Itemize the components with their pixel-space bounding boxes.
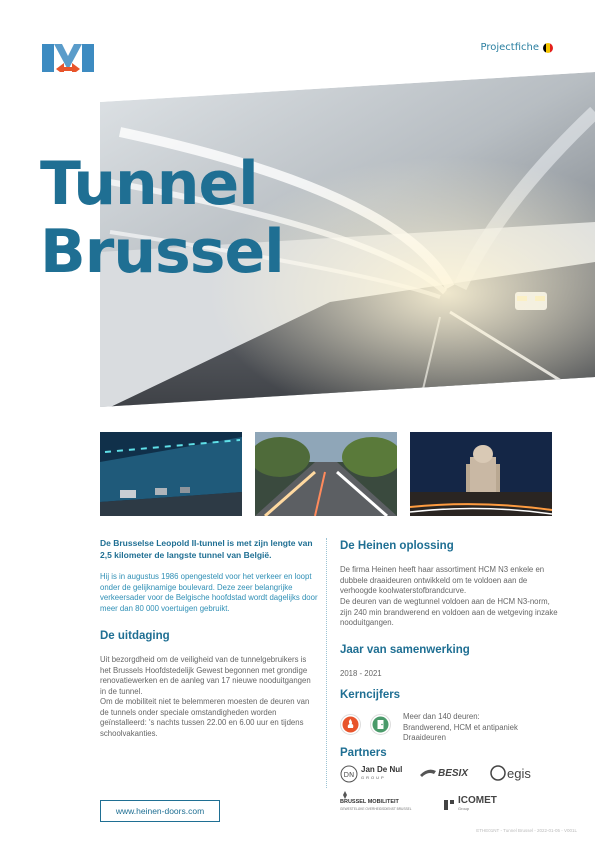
partner-besix: [420, 767, 468, 779]
page-title: [40, 150, 284, 286]
tunnel-interior-photo: [100, 432, 242, 516]
keyfigures-line-3: Draaideuren: [403, 733, 446, 743]
solution-paragraph-1: De firma Heinen heeft haar assortiment HCM N3 enkele en dubbele draaideuren ontwikkeld om te voldoen aan de verhoogde koolwaterstofbrandcurve.: [340, 565, 545, 596]
keyfigures-line-1: Meer dan 140 deuren:: [403, 712, 480, 721]
partner-icomet-name: ICOMET: [458, 795, 497, 806]
icomet-icon: [444, 800, 454, 810]
solution-paragraph-2: De deuren van de wegtunnel voldoen aan de HCM N3-norm, zijn 240 min brandwerend en voldoen aan de wetgeving inzake nooduitgangen.: [340, 597, 558, 628]
door-icon: [370, 714, 391, 735]
besix-icon: [420, 767, 436, 779]
intro-body: Hij is in augustus 1986 opengesteld voor het verkeer en loopt onder de gelijknamige boulevard. Deze zeer belangrijke verkeersader voor de Belgische hoofdstad wordt dagelijks door meer dan 80 000 voertuigen gebruikt.: [100, 572, 318, 613]
basilica-night-photo: [410, 432, 552, 516]
belgium-flag-icon: [543, 43, 553, 53]
years-value: 2018 - 2021: [340, 669, 382, 678]
challenge-paragraph-2: Om de mobiliteit niet te belemmeren moesten de deuren van de tunnels onder speciale omstandigheden worden geïnstalleerd: 's nachts tussen 22.00 en 6.00 uur en tijdens schoolvakanties.: [100, 697, 310, 738]
partner-besix-name: BESIX: [438, 767, 469, 779]
title-line-2: Brussel: [40, 217, 284, 287]
keyfigures-line-2: Brandwerend, HCM et antipaniek: [403, 722, 518, 732]
partner-icomet: [444, 797, 497, 813]
jan-de-nul-icon: [340, 765, 358, 783]
partner-jan-de-nul: [340, 765, 402, 783]
challenge-heading: De uitdaging: [100, 630, 170, 642]
intro-lead: De Brusselse Leopold II-tunnel is met zijn lengte van 2,5 kilometer de langste tunnel van België.: [100, 538, 313, 560]
projectfiche-text: Projectfiche: [480, 42, 539, 53]
footer-code: ETHE01NT - Tunnel Brussel - 2022-01-05 - V001L: [476, 828, 577, 833]
partners-heading: Partners: [340, 747, 387, 759]
keyfigures-heading: Kerncijfers: [340, 689, 401, 701]
keyfigures-text: [403, 712, 563, 744]
partner-egis: [490, 765, 531, 781]
svg-text:DN: DN: [343, 771, 355, 779]
fire-door-icon: [340, 714, 361, 735]
partner-brussel-mobiliteit-name: BRUSSEL MOBILITEIT: [340, 799, 399, 805]
title-line-1: Tunnel: [40, 149, 258, 219]
partner-icomet-sub: Group: [458, 806, 470, 811]
partner-jan-de-nul-sub: GROUP: [361, 775, 386, 780]
challenge-paragraph-1: Uit bezorgdheid om de veiligheid van de tunnelgebruikers is het Brussels Hoofdstedelijk Gewest begonnen met grondige renovatiewerken en de aanleg van 17 nieuwe nooduitgangen in de tunnel.: [100, 655, 311, 696]
website-link[interactable]: www.heinen-doors.com: [100, 800, 220, 822]
partner-egis-name: egis: [507, 765, 531, 781]
egis-icon: [490, 765, 506, 781]
tunnel-entrance-photo: [255, 432, 397, 516]
projectfiche-label: [480, 42, 553, 53]
years-heading: Jaar van samenwerking: [340, 644, 470, 656]
partner-jan-de-nul-name: Jan De Nul: [361, 765, 403, 774]
solution-heading: De Heinen oplossing: [340, 540, 454, 552]
partner-brussel-mobiliteit-sub: GEWESTELIJKE OVERHEIDSDIENST BRUSSEL: [340, 807, 412, 811]
brussel-iris-icon: [340, 791, 350, 799]
column-divider: [326, 538, 328, 788]
partner-brussel-mobiliteit: [340, 791, 412, 813]
